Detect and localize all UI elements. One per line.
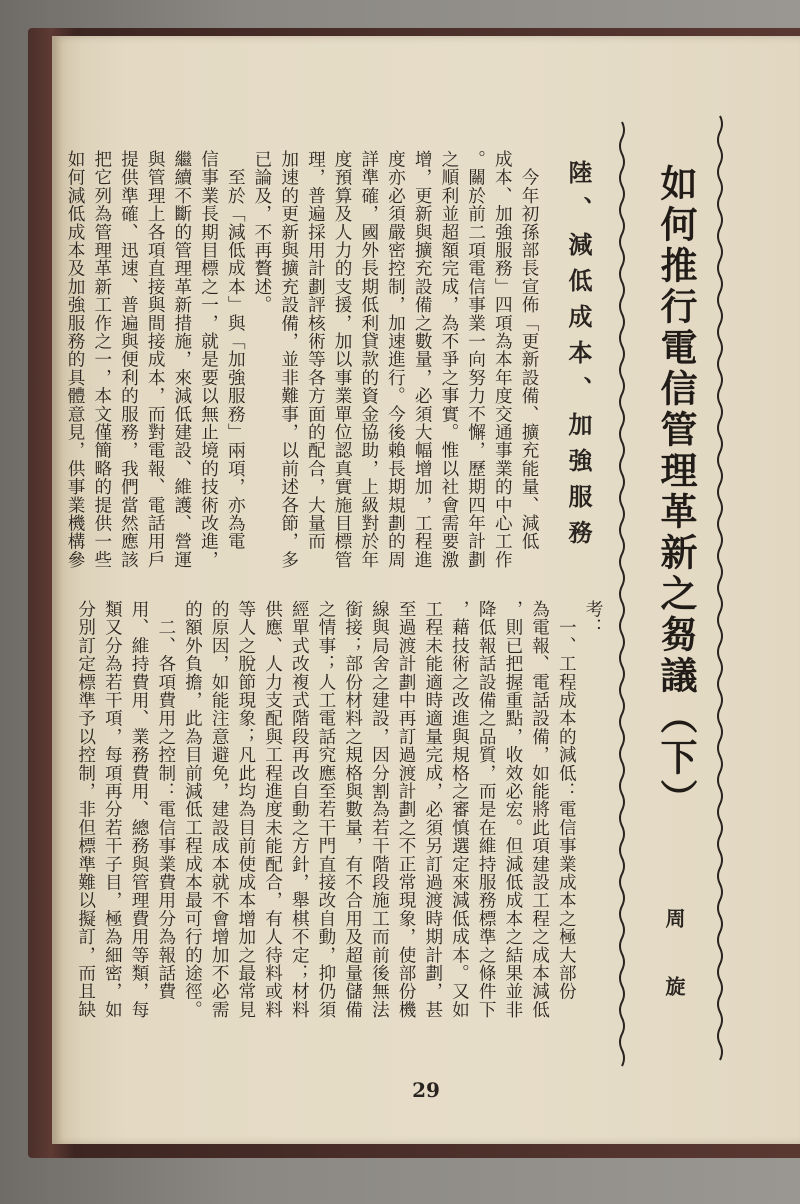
text-column-line: 之情事；人工電話究應至若干門直接改自動，抑仍須 — [315, 600, 336, 1019]
body-text-lower — [75, 600, 606, 1030]
text-column-line: 之順利並超額完成，為不爭之事實。惟以社會需要激 — [438, 150, 459, 569]
text-column-line: 度預算及人力的支援，加以事業單位認真實施目標管 — [332, 150, 353, 569]
article-author: 周 旋 — [662, 908, 686, 1010]
text-column-line: 增，更新與擴充設備之數量，必須大幅增加，工程進 — [412, 150, 433, 569]
article-title: 如何推行電信管理革新之芻議（下） — [654, 164, 698, 820]
text-column-line: 分別訂定標準予以控制，非但標準難以擬訂，而且缺 — [75, 600, 96, 1019]
text-column-line: 。關於前二項電信事業一向努力不懈，歷期四年計劃 — [465, 150, 486, 569]
text-column-line: 的額外負擔，此為目前減低工程成本最可行的途徑。 — [182, 600, 203, 1019]
text-column-line: 至過渡計劃中再訂過渡計劃之不正常現象，使部份機 — [396, 600, 417, 1019]
wavy-border-line — [620, 122, 624, 1066]
text-column-line: 為電報、電話設備，如能將此項建設工程之成本減低 — [529, 600, 550, 1019]
text-column-line: 度亦必須嚴密控制，加速進行。今後賴長期規劃的周 — [385, 150, 406, 569]
text-column-line: 信事業長期目標之一，就是要以無止境的技術改進， — [198, 150, 219, 569]
text-column-line: 二、各項費用之控制：電信事業費用分為報話費 — [155, 600, 176, 1001]
text-column-line: 理，普遍採用計劃評核術等各方面的配合，大量而 — [305, 150, 326, 551]
text-column-line: 與管理上各項直接與間接成本，而對電報、電話用戶 — [145, 150, 166, 569]
text-column-line: ，則已把握重點，收效必宏。但減低成本之結果並非 — [502, 600, 523, 1019]
text-column-line: 線與局舍之建設，因分割為若干階段施工而前後無法 — [369, 600, 390, 1019]
text-column-line: 把它列為管理革新工作之一，本文僅簡略的提供一些 — [91, 150, 112, 569]
section-heading: 陸、減低成本、加強服務 — [564, 160, 593, 556]
text-column-line: 用、維持費用、業務費用、總務與管理費用等類，每 — [129, 600, 150, 1019]
text-column-line: ，藉技術之改進與規格之審慎選定來減低成本。又如 — [449, 600, 470, 1019]
text-column-line: 今年初孫部長宣佈「更新設備、擴充能量、減低 — [519, 150, 539, 551]
wavy-border-line-outer — [718, 116, 722, 1060]
text-column-line: 詳準確，國外長期低利貸款的資金協助，上級對於年 — [358, 150, 379, 569]
text-column-line: 的原因，如能注意避免，建設成本就不會增加不必需 — [209, 600, 230, 1019]
text-column-line: 經單式改複式階段再改自動之方針，舉棋不定；材料 — [289, 600, 310, 1019]
text-column-line: 一、工程成本的減低：電信事業成本之極大部份 — [556, 600, 577, 1001]
text-column-line: 繼續不斷的管理革新措施，來減低建設、維護、營運 — [171, 150, 192, 569]
text-column-line: 類又分為若干項，每項再分若干子目，極為細密，如 — [102, 600, 123, 1019]
text-column-line: 工程未能適時適量完成，必須另訂過渡時期計劃，甚 — [422, 600, 443, 1019]
text-column-line: 如何減低成本及加強服務的具體意見，供事業機構參 — [65, 150, 86, 569]
text-column-line: 已論及，不再贅述。 — [251, 150, 272, 314]
text-column-line: 提供準確、迅速、普遍與便利的服務，我們當然應該 — [118, 150, 139, 569]
text-column-line: 銜接；部份材料之規格與數量，有不合用及超量儲備 — [342, 600, 363, 1019]
body-text-upper — [65, 150, 542, 580]
text-column-line: 考： — [583, 600, 603, 637]
text-column-line: 供應、人力支配與工程進度未能配合，有人待料或料 — [262, 600, 283, 1019]
text-column-line: 成本、加強服務」四項為本年度交通事業的中心工作 — [492, 150, 513, 569]
page-number: 29 — [412, 1078, 440, 1102]
text-column-line: 加速的更新與擴充設備，並非難事，以前述各節，多 — [278, 150, 299, 569]
text-column-line: 降低報話設備之品質，而是在維持服務標準之條件下 — [476, 600, 497, 1019]
text-column-line: 等人之脫節現象；凡此均為目前使成本增加之最常見 — [235, 600, 256, 1019]
text-column-line: 至於「減低成本」與「加強服務」兩項，亦為電 — [225, 150, 246, 551]
